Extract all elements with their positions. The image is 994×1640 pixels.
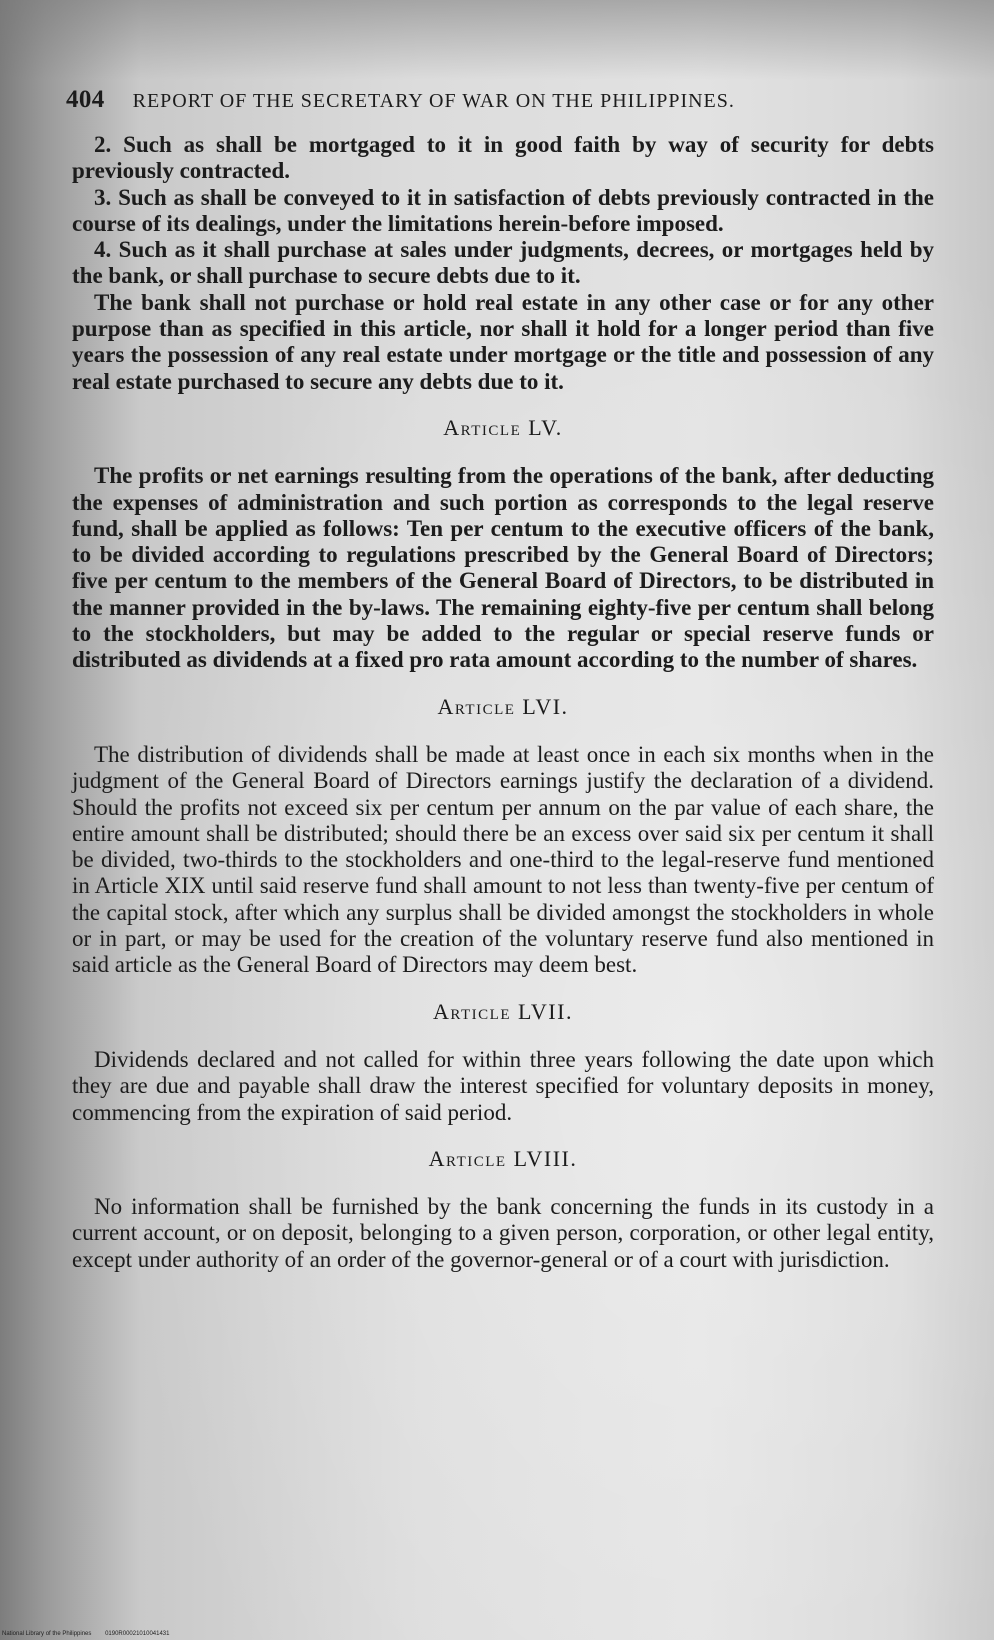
scan-identifier: 0190R00021010041431 bbox=[105, 1631, 170, 1637]
article-text: The distribution of dividends shall be made at least once in each six months when in the judgment of the General Board of Directors earnings justify the declaration of a dividend. Should the profits not exceed six per centum per annum on the par value of each share, the entire amount shall be distributed; should there be an excess over said six per centum it shall be divided, two-thirds to the stockholders and one-third to the legal-reserve fund mentioned in Article XIX until said reserve fund shall amount to not less than twenty-five per centum of the capital stock, after which any surplus shall be divided amongst the stockholders in whole or in part, or may be used for the creation of the voluntary reserve fund also mentioned in said article as the General Board of Directors may deem best. bbox=[72, 741, 934, 978]
article-text: Dividends declared and not called for within three years following the date upon which they are due and payable shall draw the interest specified for voluntary deposits in money, commencing from the expiration of said period. bbox=[72, 1046, 934, 1125]
clause-4: 4. Such as it shall purchase at sales under judgments, decrees, or mortgages held by the bank, or shall purchase to secure debts due to it. bbox=[72, 237, 934, 289]
article-heading: Article LV. bbox=[443, 414, 563, 440]
article-heading: Article LVI. bbox=[437, 693, 569, 719]
scan-footer bbox=[2, 1631, 181, 1637]
page-body bbox=[72, 132, 934, 1273]
article-heading: Article LVIII. bbox=[428, 1145, 578, 1171]
clause-3: 3. Such as shall be conveyed to it in satisfaction of debts previously contracted in the course of its dealings, under the limitations herein-before imposed. bbox=[72, 184, 934, 236]
running-head: REPORT OF THE SECRETARY OF WAR ON THE PHILIPPINES. bbox=[132, 90, 735, 112]
article-text: The profits or net earnings resulting from the operations of the bank, after deducting the expenses of administration and such portion as corresponds to the legal reserve fund, shall be applied as follows: Ten per centum to the executive officers of the bank, to be divided according to regulations prescribed by the General Board of Directors; five per centum to the members of the General Board of Directors, to be distributed in the manner provided in the by-laws. The remaining eighty-five per centum shall belong to the stockholders, but may be added to the regular or special reserve funds or distributed as dividends at a fixed pro rata amount according to the number of shares. bbox=[72, 463, 934, 673]
real-estate-paragraph: The bank shall not purchase or hold real estate in any other case or for any other purpose than as specified in this article, nor shall it hold for a longer period than five years the possession of any real estate under mortgage or the title and possession of any real estate purchased to secure any debts due to it. bbox=[72, 289, 934, 394]
page-number: 404 bbox=[66, 86, 105, 113]
page-header bbox=[66, 86, 936, 114]
clause-2: 2. Such as shall be mortgaged to it in good faith by way of security for debts previously contracted. bbox=[72, 132, 934, 184]
article-heading: Article LVII. bbox=[433, 998, 573, 1024]
library-credit: National Library of the Philippines bbox=[2, 1631, 92, 1637]
article-text: No information shall be furnished by the bank concerning the funds in its custody in a current account, or on deposit, belonging to a given person, corporation, or other legal entity, except under authority of an order of the governor-general or of a court with jurisdiction. bbox=[72, 1194, 934, 1272]
